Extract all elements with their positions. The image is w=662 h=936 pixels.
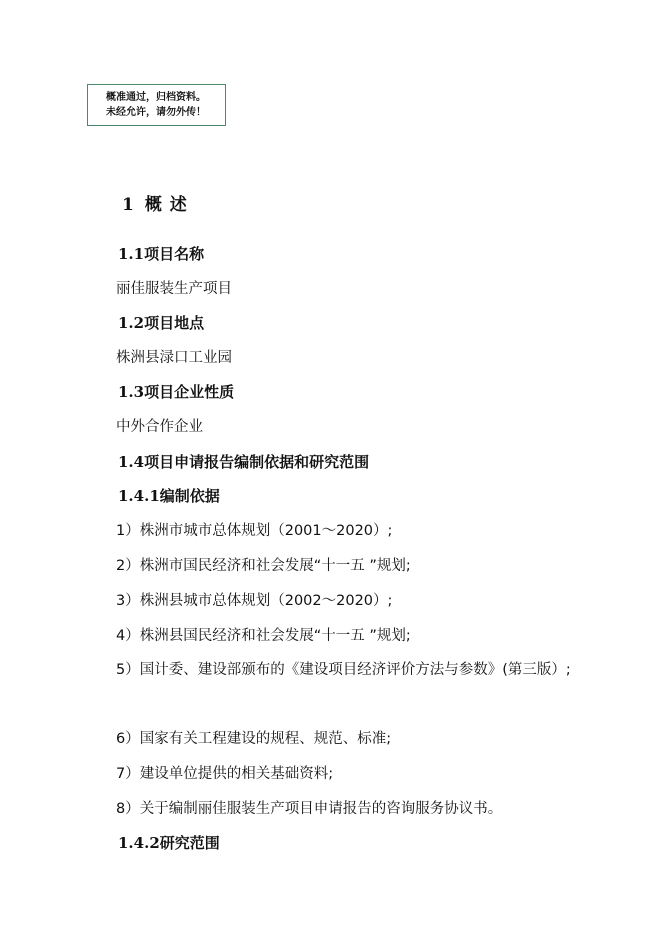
- basis-item-2: 2）株洲市国民经济和社会发展“十一五 ”规划;: [116, 558, 411, 574]
- basis-item-5: 5）国计委、建设部颁布的《建设项目经济评价方法与参数》(第三版）;: [116, 662, 571, 678]
- basis-item-6: 6）国家有关工程建设的规程、规范、标准;: [116, 731, 392, 747]
- enterprise-nature-text: 中外合作企业: [116, 419, 203, 435]
- stamp-line-1: 概准通过，归档资料。: [106, 92, 206, 103]
- section-heading-1-2: 1.2项目地点: [118, 314, 205, 332]
- project-location-text: 株洲县渌口工业园: [116, 350, 232, 366]
- chapter-heading: [122, 190, 188, 215]
- basis-item-8: 8）关于编制丽佳服装生产项目申请报告的咨询服务协议书。: [116, 801, 503, 817]
- approval-stamp: [87, 84, 226, 126]
- stamp-line-2: 未经允许，请勿外传！: [106, 107, 206, 118]
- basis-item-3: 3）株洲县城市总体规划（2002～2020）;: [116, 593, 393, 609]
- section-heading-1-1: 1.1项目名称: [118, 245, 205, 263]
- section-heading-1-4: 1.4项目申请报告编制依据和研究范围: [118, 453, 370, 471]
- section-heading-1-4-1: 1.4.1编制依据: [118, 487, 220, 505]
- project-name-text: 丽佳服装生产项目: [116, 281, 232, 297]
- chapter-title: 概 述: [144, 195, 188, 215]
- basis-item-4: 4）株洲县国民经济和社会发展“十一五 ”规划;: [116, 628, 411, 644]
- section-heading-1-4-2: 1.4.2研究范围: [118, 834, 220, 852]
- basis-item-7: 7）建设单位提供的相关基础资料;: [116, 766, 334, 782]
- chapter-number: 1: [122, 195, 135, 215]
- basis-item-1: 1）株洲市城市总体规划（2001～2020）;: [116, 523, 393, 539]
- section-heading-1-3: 1.3项目企业性质: [118, 383, 235, 401]
